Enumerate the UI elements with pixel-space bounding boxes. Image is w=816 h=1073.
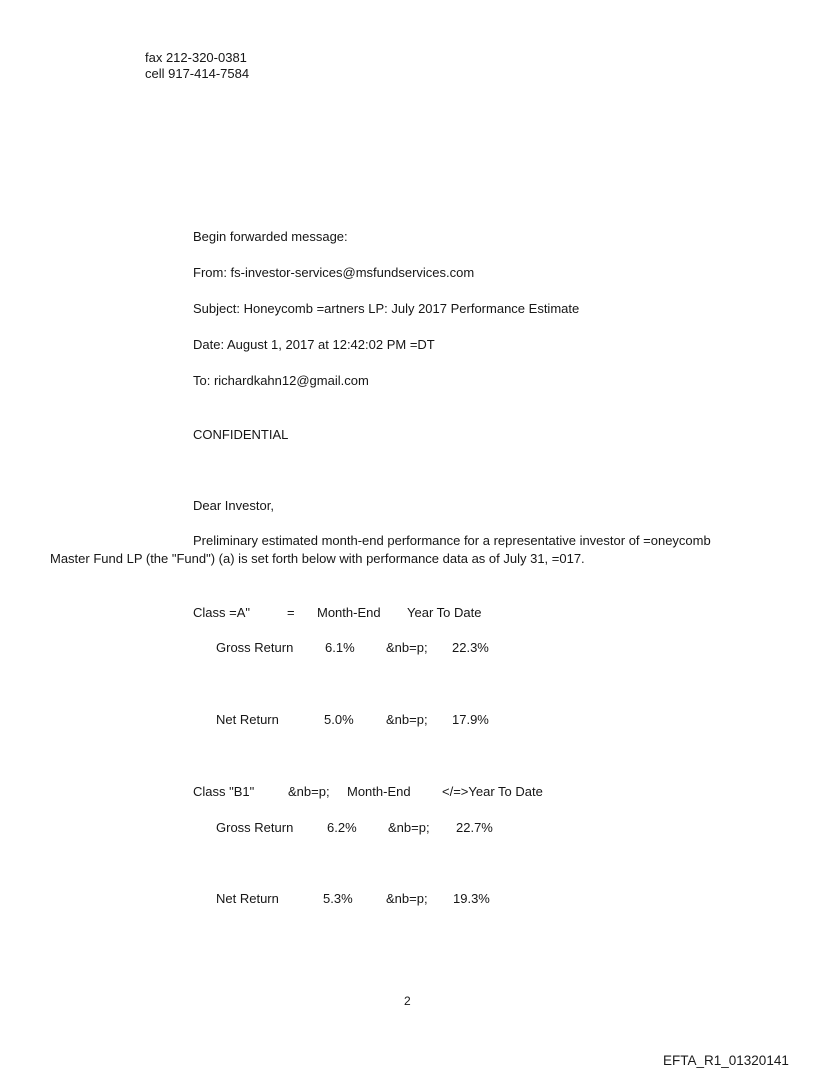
body-paragraph-line2: Master Fund LP (the "Fund") (a) is set forth below with performance data as of July 31, =017. <box>50 551 585 566</box>
bates-number: EFTA_R1_01320141 <box>663 1053 789 1068</box>
class-b1-gross-row <box>0 820 816 837</box>
ytd-value: 19.3% <box>453 891 490 906</box>
class-b1-label: Class "B1" <box>193 784 255 799</box>
class-a-net-row <box>0 712 816 729</box>
class-a-label: Class =A" <box>193 605 250 620</box>
class-b1-header-row <box>0 784 816 801</box>
row-label: Gross Return <box>216 820 294 835</box>
email-date: Date: August 1, 2017 at 12:42:02 PM =DT <box>193 337 435 352</box>
month-end-value: 6.2% <box>327 820 357 835</box>
year-to-date-heading: Year To Date <box>407 605 482 620</box>
month-end-heading: Month-End <box>317 605 381 620</box>
artifact-text: = <box>287 605 295 620</box>
month-end-value: 6.1% <box>325 640 355 655</box>
email-to: To: richardkahn12@gmail.com <box>193 373 369 388</box>
class-b1-net-row <box>0 891 816 908</box>
artifact-text: &nb=p; <box>388 820 430 835</box>
artifact-text: &nb=p; <box>288 784 330 799</box>
ytd-value: 22.7% <box>456 820 493 835</box>
body-paragraph-line1: Preliminary estimated month-end performance for a representative investor of =oneycomb <box>193 533 711 548</box>
row-label: Net Return <box>216 891 279 906</box>
email-subject: Subject: Honeycomb =artners LP: July 2017 Performance Estimate <box>193 301 580 316</box>
row-label: Gross Return <box>216 640 294 655</box>
month-end-value: 5.3% <box>323 891 353 906</box>
fax-number: fax 212-320-0381 <box>145 50 247 65</box>
artifact-text: &nb=p; <box>386 891 428 906</box>
ytd-value: 17.9% <box>452 712 489 727</box>
confidential-label: CONFIDENTIAL <box>193 427 289 442</box>
artifact-text: &nb=p; <box>386 712 428 727</box>
salutation: Dear Investor, <box>193 498 274 513</box>
month-end-value: 5.0% <box>324 712 354 727</box>
class-a-gross-row <box>0 640 816 657</box>
month-end-heading: Month-End <box>347 784 411 799</box>
ytd-value: 22.3% <box>452 640 489 655</box>
forwarded-message-header: Begin forwarded message: <box>193 229 348 244</box>
artifact-text: &nb=p; <box>386 640 428 655</box>
cell-number: cell 917-414-7584 <box>145 66 250 81</box>
class-a-header-row <box>0 605 816 622</box>
page-number: 2 <box>404 994 411 1008</box>
email-from: From: fs-investor-services@msfundservices.com <box>193 265 475 280</box>
row-label: Net Return <box>216 712 279 727</box>
year-to-date-heading: </=>Year To Date <box>442 784 543 799</box>
